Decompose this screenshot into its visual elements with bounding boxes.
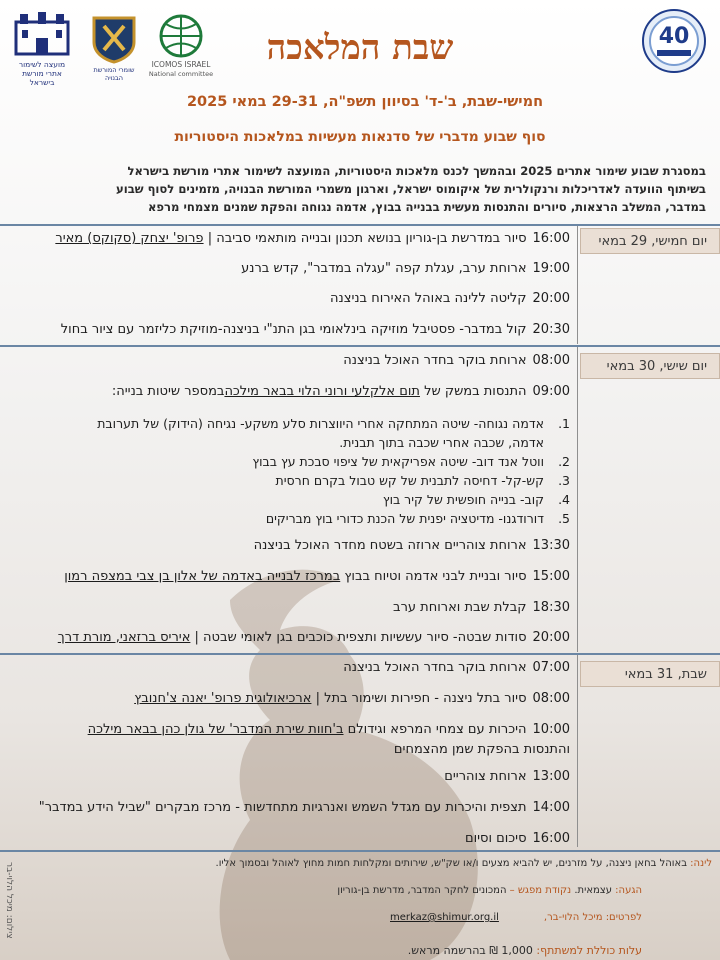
schedule-row: 10:00היכרות עם צמחי המרפא וגידולם ב'חוות שירת המדבר' של גולן כהן בבאר מילכה [87,722,570,737]
day-separator [0,850,720,852]
schedule-row: 19:00ארוחת ערב, עגלת קפה "עגלה במדבר", קדש ברנע [241,261,570,276]
council-logo-caption: מועצה לשימור אתרי מורשת בישראל [18,60,66,87]
globe-icon [146,14,216,58]
castle-icon [10,10,74,56]
intro-line: במסגרת שבוע שימור אתרים 2025 ובהמשך לכנס מלאכות היסטוריות, המועצה לשימור אתרי מורשת בישראל [127,164,706,178]
list-item: 4. קוב- בנייה חופשית של קיר בוץ [382,492,570,507]
list-item: 1. אדמה נגוחה- שיטה המתחקה אחרי היווצרות סלע משקע- נגיחה (הידוק) של תערובת [97,416,570,431]
farm-link[interactable]: ב'חוות שירת המדבר' של גולן כהן בבאר מילכה [87,722,344,737]
list-item: אדמה, שכבה אחרי שכבה בתוך תבנית. [339,435,544,450]
schedule-row: 07:00ארוחת בוקר בחדר האוכל בניצנה [343,660,570,675]
arrival-info: הגעה: עצמאית. נקודת מפגש – המכונים לחקר המדבר, מדרשת בן-גוריון [337,885,642,896]
intro-line: בשיתוף הוועדה לאדריכלות ורנקולרית של איקומוס ישראל, וארגון משמרי המורשת הבנויה, מזמינים לסוף שבוע [116,182,706,196]
page-title: שבת המלאכה [266,28,454,68]
schedule-row: 15:00סיור ובניית לבני אדמה וטיוח בבוץ במרכז לבנייה באדמה של אלון בן צבי במצפה רמון [64,569,570,584]
schedule-row: 20:30קול במדבר- פסטיבל מוזיקה בינלאומי בגן התנ"י בניצנה-מוזיקת כליזמר עם ציור בחול [60,322,570,337]
speaker-link[interactable]: ארכיאולוגית פרופ' יאנה צ'חנובץ [134,691,312,706]
intro-line: במדבר, המשלב הרצאות, סיורים והתנסות מעשית בבנייה בבוץ, אדמה נגוחה והפקת שמנים מצמחי מרפא [147,200,706,214]
schedule-row-continued: והתנסות בהפקת שמן מהצמחים [393,742,570,757]
schedule-row: 16:00סיור במדרשת בן-גוריון בנושא תכנון ובנייה מותאמי סביבה | פרופ' יצחק (סקוקס) מאיר [55,231,570,246]
schedule-row: 18:30קבלת שבת וארוחת ערב [393,600,570,615]
schedule-row: 20:00סודות שבטה- סיור עששיות ותצפית כוכבים בגן לאומי שבטה | איריס ברזאני, מורת דרך [57,630,570,645]
contact-info: לפרטים: מיכל הלוי-בר, [543,912,642,923]
schedule-row: 20:00קליטה ללינה באוהל האירוח בניצנה [330,291,570,306]
icomos-sub: National committee [148,70,214,78]
anniversary-number: 40 [658,24,690,49]
day-label-thursday: יום חמישי, 29 במאי [580,228,720,254]
shield-icon [88,12,140,64]
event-date: חמישי-שבת, ב'-ד' בסיוון תשפ"ה, 29-31 במאי 2025 [186,94,544,110]
guild-logo-caption: שומרי המורשת הבנויה [93,66,135,82]
day-label-friday: יום שישי, 30 במאי [580,353,720,379]
list-item: 2. ווטל אנד דוב- שיטה אפריקאית של ציפוי סבכת עץ בבוץ [252,454,570,469]
schedule-row: 14:00תצפית והיכרות עם מגדל השמש ואנרגיות מתחדשות - מרכז מבקרים "שביל הידע במדבר" [38,800,570,815]
guild-logo [88,12,140,82]
day-separator [0,653,720,655]
host-link[interactable]: במרכז לבנייה באדמה של אלון בן צבי במצפה רמון [64,569,341,584]
list-item: 5. דורודגנו- מדיטציה יפנית של הכנת כדורי בוץ מבריקים [265,511,570,526]
schedule-row: 08:00ארוחת בוקר בחדר האוכל בניצנה [343,353,570,368]
council-logo [10,10,74,87]
guide-link[interactable]: איריס ברזאני, מורת דרך [57,630,191,645]
ibex-background-image [170,560,500,960]
intro-paragraph [14,162,706,216]
day-divider [577,226,578,344]
day-divider [577,655,578,847]
contact-email-link[interactable]: merkaz@shimur.org.il [390,912,499,923]
day-separator [0,345,720,347]
host-link[interactable]: תום אלקלעי ורוני הלוי בבאר מילכה [224,384,420,399]
day-label-saturday: שבת, 31 במאי [580,661,720,687]
speaker-link[interactable]: פרופ' יצחק (סקוקס) מאיר [55,231,204,246]
building-methods-list [30,414,570,528]
event-subtitle: סוף שבוע מדברי של סדנאות מעשיות במלאכות היסטוריות [174,129,546,145]
icomos-name: ICOMOS ISRAEL [151,60,211,69]
icomos-logo [146,14,216,80]
schedule-row: 13:30ארוחת צוהריים ארוזה בשטח מחדר האוכל בניצנה [253,538,570,553]
schedule-row: 09:00התנסות במשק של תום אלקלעי ורוני הלוי בבאר מילכהבמספר שיטות בנייה: [111,384,570,399]
lodging-info: לינה: באוהל בחאן ניצנה, על מזרנים, יש להביא מצעים ו/או שק"ש, שירותים ומקלחות חמות מחוץ לאוהל ובסמוך אליו. [215,858,712,869]
anniversary-badge [641,8,707,74]
schedule-row: 08:00סיור בתל ניצנה - חפירות ושימור בתל | ארכיאולוגית פרופ' יאנה צ'חנובץ [134,691,570,706]
day-separator [0,224,720,226]
schedule-row: 13:00ארוחת צוהריים [444,769,570,784]
schedule-row: 16:00סיכום וסיום [464,831,570,846]
day-divider [577,347,578,652]
list-item: 3. קש-קל- דחיסה לתבנית של קש טבול בקרם חרסית [275,473,570,488]
photo-credit: צילום: מיכל הלוי-בר [4,862,14,939]
cost-info: עלות כוללת למשתתף: 1,000 ₪ בהרשמה מראש. [407,944,642,957]
